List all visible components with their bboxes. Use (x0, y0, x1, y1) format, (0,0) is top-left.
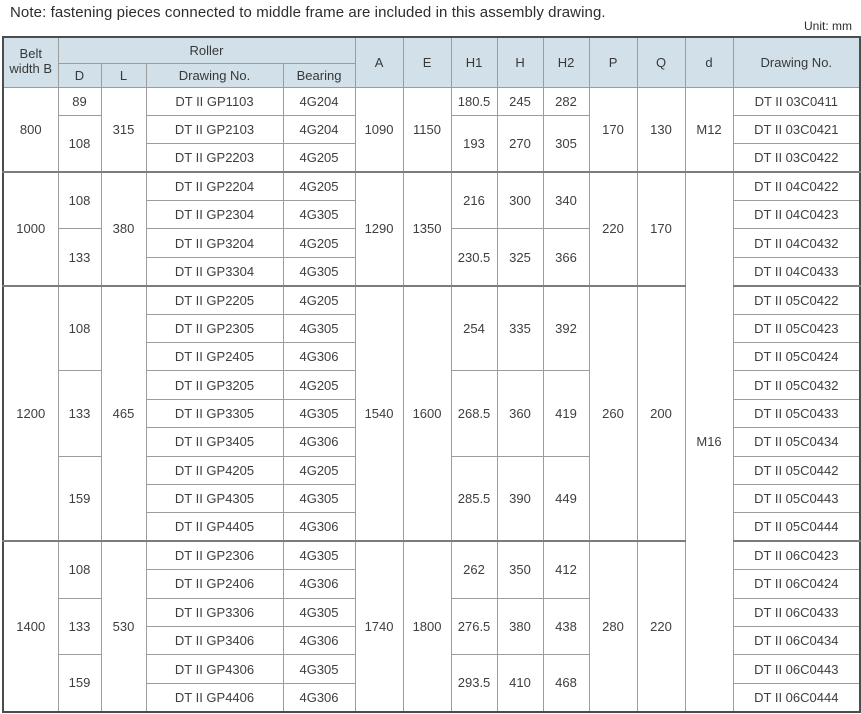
cell-h2: 366 (543, 229, 589, 286)
cell-h1: 180.5 (451, 87, 497, 115)
cell-bearing: 4G205 (283, 371, 355, 399)
cell-roller-drawing: DT II GP1103 (146, 87, 283, 115)
cell-assembly-drawing: DT II 06C0444 (733, 683, 860, 711)
cell-bearing: 4G305 (283, 201, 355, 229)
cell-h2: 438 (543, 598, 589, 655)
cell-roller-drawing: DT II GP4405 (146, 513, 283, 541)
col-header-roller-group: Roller (58, 37, 355, 63)
cell-roller-d: 108 (58, 541, 101, 598)
cell-bearing: 4G305 (283, 541, 355, 569)
cell-roller-drawing: DT II GP3405 (146, 428, 283, 456)
cell-q: 170 (637, 172, 685, 286)
cell-h1: 254 (451, 286, 497, 371)
cell-roller-drawing: DT II GP3304 (146, 257, 283, 285)
cell-assembly-drawing: DT II 04C0433 (733, 257, 860, 285)
cell-bearing: 4G204 (283, 87, 355, 115)
cell-assembly-drawing: DT II 05C0443 (733, 484, 860, 512)
cell-roller-drawing: DT II GP3305 (146, 399, 283, 427)
cell-h1: 230.5 (451, 229, 497, 286)
cell-h: 335 (497, 286, 543, 371)
cell-bearing: 4G305 (283, 257, 355, 285)
cell-roller-drawing: DT II GP2304 (146, 201, 283, 229)
cell-h: 360 (497, 371, 543, 456)
cell-bearing: 4G305 (283, 484, 355, 512)
cell-roller-d: 133 (58, 229, 101, 286)
cell-roller-drawing: DT II GP2205 (146, 286, 283, 314)
cell-q: 200 (637, 286, 685, 542)
cell-e: 1800 (403, 541, 451, 711)
col-header-h: H (497, 37, 543, 87)
cell-h: 410 (497, 655, 543, 712)
cell-roller-drawing: DT II GP4205 (146, 456, 283, 484)
cell-belt-width: 800 (3, 87, 58, 172)
cell-h2: 419 (543, 371, 589, 456)
cell-roller-drawing: DT II GP2103 (146, 115, 283, 143)
col-header-assembly-drawing: Drawing No. (733, 37, 860, 87)
col-header-roller-d: D (58, 63, 101, 87)
cell-roller-d: 108 (58, 115, 101, 172)
cell-roller-l: 465 (101, 286, 146, 542)
cell-belt-width: 1400 (3, 541, 58, 711)
cell-assembly-drawing: DT II 05C0444 (733, 513, 860, 541)
col-header-bearing: Bearing (283, 63, 355, 87)
col-header-p: P (589, 37, 637, 87)
cell-bearing: 4G305 (283, 655, 355, 683)
cell-roller-drawing: DT II GP4306 (146, 655, 283, 683)
cell-assembly-drawing: DT II 06C0433 (733, 598, 860, 626)
cell-roller-drawing: DT II GP3204 (146, 229, 283, 257)
cell-assembly-drawing: DT II 03C0422 (733, 144, 860, 172)
cell-assembly-drawing: DT II 06C0424 (733, 570, 860, 598)
cell-h2: 392 (543, 286, 589, 371)
cell-h: 390 (497, 456, 543, 541)
cell-h1: 276.5 (451, 598, 497, 655)
cell-assembly-drawing: DT II 05C0433 (733, 399, 860, 427)
cell-h1: 262 (451, 541, 497, 598)
cell-bearing: 4G205 (283, 286, 355, 314)
cell-q: 130 (637, 87, 685, 172)
cell-bearing: 4G305 (283, 399, 355, 427)
cell-bearing: 4G305 (283, 598, 355, 626)
cell-h: 270 (497, 115, 543, 172)
cell-a: 1090 (355, 87, 403, 172)
col-header-h2: H2 (543, 37, 589, 87)
cell-bearing: 4G306 (283, 343, 355, 371)
cell-roller-d: 133 (58, 598, 101, 655)
cell-h: 245 (497, 87, 543, 115)
cell-bearing: 4G305 (283, 314, 355, 342)
cell-bearing: 4G204 (283, 115, 355, 143)
roller-spec-table (2, 36, 861, 713)
cell-assembly-drawing: DT II 06C0434 (733, 626, 860, 654)
col-header-h1: H1 (451, 37, 497, 87)
cell-h: 325 (497, 229, 543, 286)
cell-roller-d: 133 (58, 371, 101, 456)
cell-assembly-drawing: DT II 04C0432 (733, 229, 860, 257)
cell-roller-d: 89 (58, 87, 101, 115)
cell-h: 380 (497, 598, 543, 655)
cell-assembly-drawing: DT II 05C0424 (733, 343, 860, 371)
cell-assembly-drawing: DT II 04C0422 (733, 172, 860, 200)
col-header-d-thread: d (685, 37, 733, 87)
cell-roller-drawing: DT II GP4305 (146, 484, 283, 512)
cell-roller-d: 108 (58, 172, 101, 229)
table-row (3, 172, 860, 200)
cell-q: 220 (637, 541, 685, 711)
cell-roller-drawing: DT II GP2204 (146, 172, 283, 200)
col-header-q: Q (637, 37, 685, 87)
cell-h2: 468 (543, 655, 589, 712)
cell-p: 260 (589, 286, 637, 542)
cell-h1: 293.5 (451, 655, 497, 712)
cell-belt-width: 1200 (3, 286, 58, 542)
col-header-e: E (403, 37, 451, 87)
cell-assembly-drawing: DT II 05C0432 (733, 371, 860, 399)
cell-h2: 282 (543, 87, 589, 115)
cell-bearing: 4G205 (283, 172, 355, 200)
cell-h2: 305 (543, 115, 589, 172)
cell-bearing: 4G306 (283, 428, 355, 456)
cell-roller-drawing: DT II GP3406 (146, 626, 283, 654)
unit-label: Unit: mm (804, 19, 852, 33)
cell-a: 1540 (355, 286, 403, 542)
cell-bearing: 4G306 (283, 683, 355, 711)
col-header-a: A (355, 37, 403, 87)
cell-roller-drawing: DT II GP2305 (146, 314, 283, 342)
table-row (3, 87, 860, 115)
cell-bearing: 4G205 (283, 144, 355, 172)
cell-roller-drawing: DT II GP2306 (146, 541, 283, 569)
cell-p: 220 (589, 172, 637, 286)
cell-a: 1290 (355, 172, 403, 286)
cell-p: 170 (589, 87, 637, 172)
cell-h1: 268.5 (451, 371, 497, 456)
cell-bearing: 4G205 (283, 456, 355, 484)
cell-bearing: 4G306 (283, 626, 355, 654)
cell-h2: 412 (543, 541, 589, 598)
cell-thread-d: M16 (685, 172, 733, 711)
cell-roller-drawing: DT II GP4406 (146, 683, 283, 711)
cell-e: 1150 (403, 87, 451, 172)
cell-h1: 193 (451, 115, 497, 172)
cell-roller-d: 108 (58, 286, 101, 371)
cell-h: 300 (497, 172, 543, 229)
cell-assembly-drawing: DT II 06C0443 (733, 655, 860, 683)
cell-h2: 449 (543, 456, 589, 541)
cell-assembly-drawing: DT II 06C0423 (733, 541, 860, 569)
cell-roller-l: 530 (101, 541, 146, 711)
cell-roller-drawing: DT II GP3205 (146, 371, 283, 399)
cell-bearing: 4G306 (283, 513, 355, 541)
cell-assembly-drawing: DT II 05C0434 (733, 428, 860, 456)
cell-h: 350 (497, 541, 543, 598)
cell-roller-drawing: DT II GP2203 (146, 144, 283, 172)
col-header-roller-l: L (101, 63, 146, 87)
cell-p: 280 (589, 541, 637, 711)
cell-h2: 340 (543, 172, 589, 229)
cell-roller-d: 159 (58, 655, 101, 712)
col-header-belt-width: Belt width B (3, 37, 58, 87)
col-header-roller-drawing: Drawing No. (146, 63, 283, 87)
cell-roller-drawing: DT II GP3306 (146, 598, 283, 626)
cell-roller-l: 380 (101, 172, 146, 286)
cell-thread-d: M12 (685, 87, 733, 172)
cell-roller-drawing: DT II GP2406 (146, 570, 283, 598)
cell-assembly-drawing: DT II 03C0421 (733, 115, 860, 143)
note-text: Note: fastening pieces connected to middle frame are included in this assembly drawing. (10, 4, 606, 21)
cell-bearing: 4G306 (283, 570, 355, 598)
cell-assembly-drawing: DT II 05C0423 (733, 314, 860, 342)
cell-roller-drawing: DT II GP2405 (146, 343, 283, 371)
cell-roller-l: 315 (101, 87, 146, 172)
cell-assembly-drawing: DT II 03C0411 (733, 87, 860, 115)
cell-assembly-drawing: DT II 05C0422 (733, 286, 860, 314)
cell-assembly-drawing: DT II 05C0442 (733, 456, 860, 484)
cell-h1: 285.5 (451, 456, 497, 541)
cell-e: 1350 (403, 172, 451, 286)
cell-roller-d: 159 (58, 456, 101, 541)
cell-h1: 216 (451, 172, 497, 229)
cell-bearing: 4G205 (283, 229, 355, 257)
cell-belt-width: 1000 (3, 172, 58, 286)
cell-e: 1600 (403, 286, 451, 542)
cell-a: 1740 (355, 541, 403, 711)
cell-assembly-drawing: DT II 04C0423 (733, 201, 860, 229)
